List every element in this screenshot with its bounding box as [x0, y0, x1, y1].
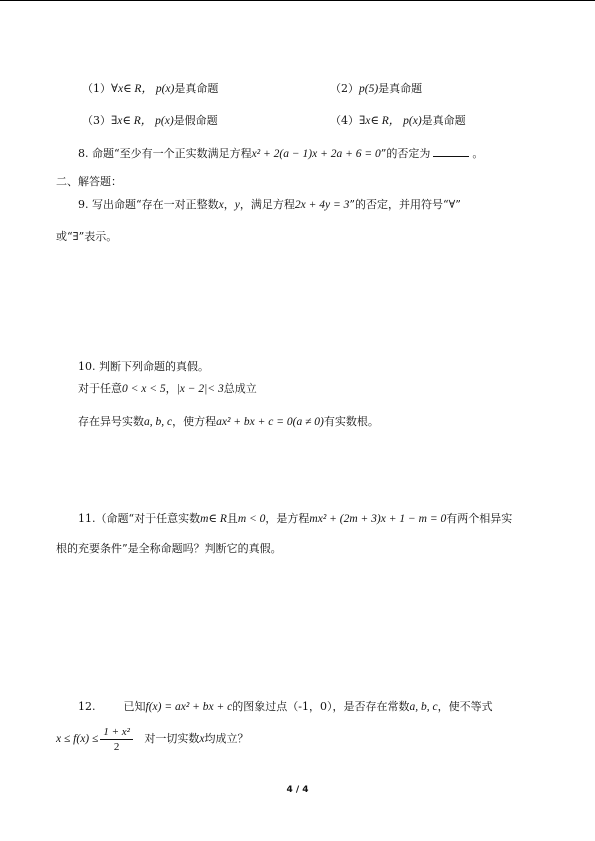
question-10-item-1: 对于任意0 < x < 5，|x − 2|< 3总成立: [78, 382, 257, 395]
fraction: $\frac{\text{1 + x²}}{2}$: [100, 725, 133, 754]
question-11-line2: 根的充要条件”是全称命题吗？判断它的真假。: [56, 542, 282, 555]
question-11: 11.（命题“对于任意实数m∈ R且m < 0，是方程mx² + (2m + 3)x + 1 − m = 0有两个相异实: [78, 512, 513, 525]
top-rule: [0, 0, 595, 1]
question-10-title: 10. 判断下列命题的真假。: [78, 360, 209, 373]
question-9-line2: 或“∃”表示。: [56, 230, 118, 243]
option-1: （1）∀x∈ R， p(x)是真命题: [82, 82, 219, 95]
page-number: 4 / 4: [286, 785, 309, 795]
section-heading: 二、解答题：: [56, 175, 122, 188]
question-9: 9. 写出命题“存在一对正整数x，y，满足方程2x + 4y = 3”的否定，并用符号“∀”: [78, 198, 461, 211]
question-12-line2: x ≤ f(x) ≤ $\frac{\text{1 + x²}}{2}$ 对一切实数x均成立？: [56, 725, 249, 753]
answer-blank: [433, 146, 469, 157]
option-4: （4）∃x∈ R， p(x)是真命题: [330, 114, 466, 127]
question-10-item-2: 存在异号实数a, b, c，使方程ax² + bx + c = 0(a ≠ 0)有实数根。: [78, 415, 379, 428]
option-2: （2）p(5)是真命题: [330, 82, 423, 95]
question-12: 12. 已知f(x) = ax² + bx + c的图象过点（-1，0），是否存在常数a, b, c，使不等式: [78, 700, 493, 713]
option-3: （3）∃x∈ R， p(x)是假命题: [82, 114, 218, 127]
question-8: 8. 命题“至少有一个正实数满足方程x² + 2(a − 1)x + 2a + 6 = 0”的否定为 。: [78, 147, 484, 160]
